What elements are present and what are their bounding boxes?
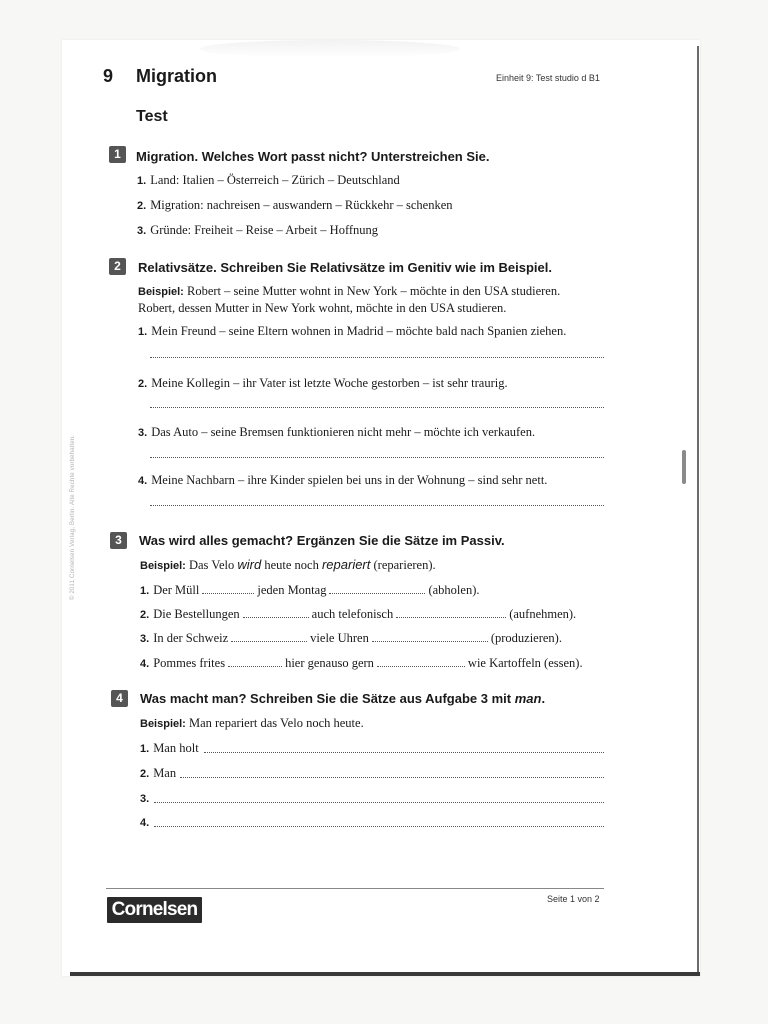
chapter-number: 9	[103, 66, 114, 86]
page-number: Seite 1 von 2	[547, 894, 600, 904]
ex4-item-1: 1. Man holt	[140, 741, 199, 755]
unit-label: Einheit 9: Test studio d B1	[496, 73, 600, 83]
ex1-item-2: 2. Migration: nachreisen – auswandern – Rückkehr – schenken	[137, 198, 453, 212]
exercise-1-title: Migration. Welches Wort passt nicht? Unterstreichen Sie.	[136, 149, 490, 164]
ex2-item-2: 2. Meine Kollegin – ihr Vater ist letzte Woche gestorben – ist sehr traurig.	[138, 376, 508, 390]
ex2-answer-line-3[interactable]	[150, 457, 604, 458]
cornelsen-logo: Cornelsen	[107, 897, 202, 923]
ex1-item-3: 3. Gründe: Freiheit – Reise – Arbeit – Hoffnung	[137, 223, 379, 237]
ex1-item-1: 1. Land: Italien – Österreich – Zürich – Deutschland	[137, 173, 400, 187]
exercise-2-title: Relativsätze. Schreiben Sie Relativsätze im Genitiv wie im Beispiel.	[138, 260, 553, 275]
ex3-item-2: 2. Die Bestellungen auch telefonisch (aufnehmen).	[140, 607, 577, 621]
exercise-4-title: Was macht man? Schreiben Sie die Sätze aus Aufgabe 3 mit man.	[140, 691, 546, 706]
exercise-1-number: 1	[109, 146, 126, 163]
ex2-answer-line-2[interactable]	[150, 407, 604, 408]
exercise-3-number: 3	[110, 532, 127, 549]
footer-rule	[106, 888, 604, 889]
ex3-item-1: 1. Der Müll jeden Montag (abholen).	[140, 583, 480, 597]
ex4-example: Beispiel: Man repariert das Velo noch heute.	[140, 716, 364, 730]
ex4-item-3: 3.	[140, 793, 150, 805]
ex4-answer-line-2[interactable]	[180, 777, 604, 778]
exercise-2-number: 2	[109, 258, 126, 275]
test-title: Test	[136, 108, 168, 125]
ex2-item-4: 4. Meine Nachbarn – ihre Kinder spielen bei uns in der Wohnung – sind sehr nett.	[138, 473, 548, 487]
ex3-example: Beispiel: Das Velo wird heute noch repariert (reparieren).	[140, 557, 436, 572]
ex4-answer-line-3[interactable]	[154, 802, 604, 803]
blank-field[interactable]	[377, 655, 465, 667]
fold-shadow	[200, 40, 460, 58]
blank-field[interactable]	[329, 582, 425, 594]
exercise-4-number: 4	[111, 690, 128, 707]
chapter-title: Migration	[136, 66, 217, 86]
blank-field[interactable]	[372, 630, 488, 642]
scan-mark	[682, 450, 686, 484]
ex4-item-2: 2. Man	[140, 766, 177, 780]
blank-field[interactable]	[231, 630, 307, 642]
handwritten-answer: wird	[237, 557, 262, 572]
ex2-answer-line-4[interactable]	[150, 505, 604, 506]
ex2-example-line-1: Beispiel: Robert – seine Mutter wohnt in New York – möchte in den USA studieren.	[138, 284, 561, 298]
copyright-note: © 2011 Cornelsen Verlag, Berlin. Alle Rechte vorbehalten.	[70, 434, 76, 600]
ex4-answer-line-4[interactable]	[154, 826, 604, 827]
paper-edge-bottom	[70, 972, 700, 976]
blank-field[interactable]	[202, 582, 254, 594]
paper-edge-right	[697, 46, 699, 976]
ex4-answer-line-1[interactable]	[204, 752, 604, 753]
ex4-item-4: 4.	[140, 817, 150, 829]
ex2-answer-line-1[interactable]	[150, 357, 604, 358]
blank-field[interactable]	[396, 606, 506, 618]
blank-field[interactable]	[228, 655, 282, 667]
ex2-item-3: 3. Das Auto – seine Bremsen funktionieren nicht mehr – möchte ich verkaufen.	[138, 425, 536, 439]
ex3-item-4: 4. Pommes frites hier genauso gern wie Kartoffeln (essen).	[140, 656, 583, 670]
ex2-example-line-2: Robert, dessen Mutter in New York wohnt, möchte in den USA studieren.	[138, 301, 507, 315]
ex3-item-3: 3. In der Schweiz viele Uhren (produzieren).	[140, 631, 562, 645]
ex2-item-1: 1. Mein Freund – seine Eltern wohnen in Madrid – möchte bald nach Spanien ziehen.	[138, 324, 567, 338]
exercise-3-title: Was wird alles gemacht? Ergänzen Sie die Sätze im Passiv.	[139, 533, 505, 548]
blank-field[interactable]	[243, 606, 309, 618]
handwritten-answer: repariert	[321, 557, 371, 572]
